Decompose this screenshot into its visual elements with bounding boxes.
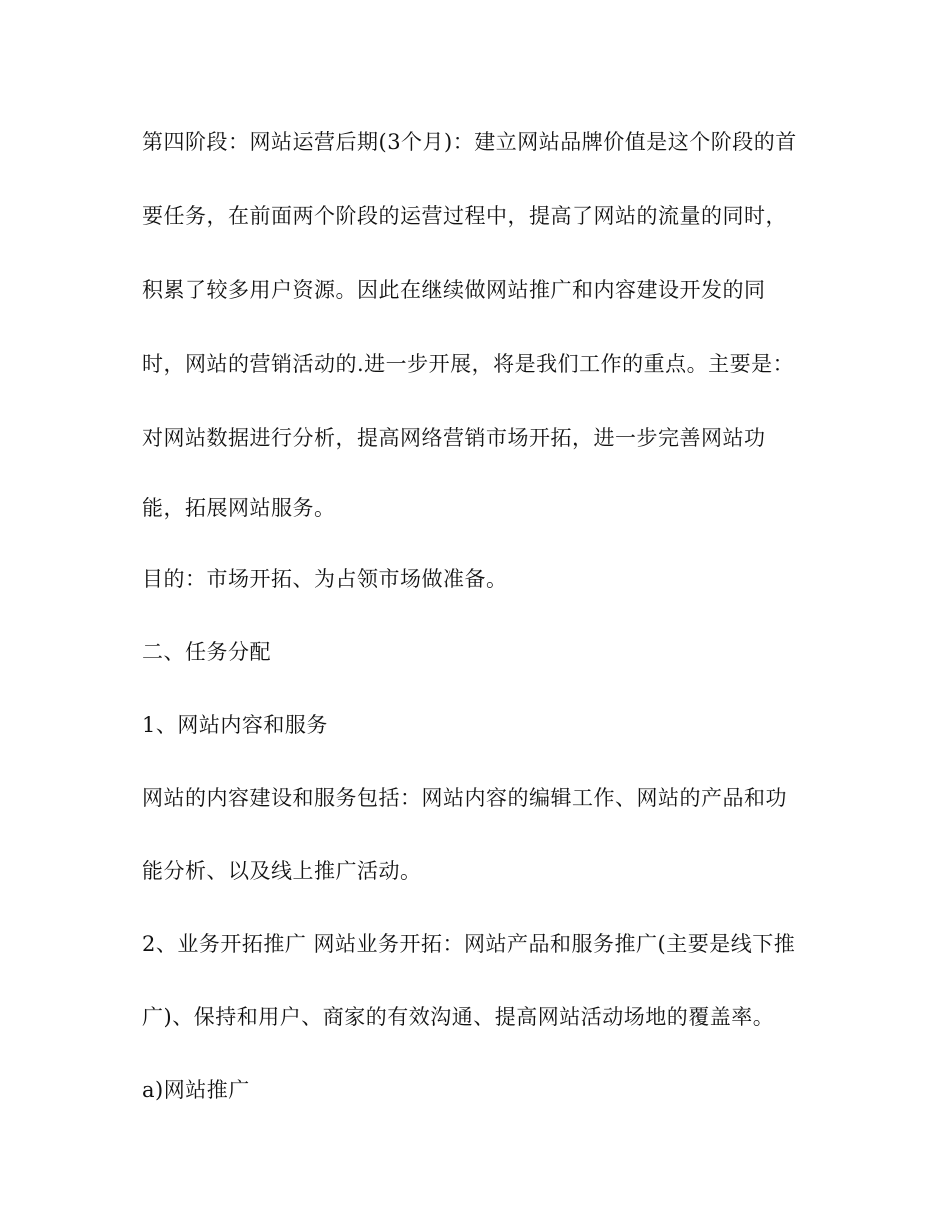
section-heading-task-allocation: 二、任务分配 (142, 640, 271, 664)
subheading-content-and-service: 1、网站内容和服务 (142, 713, 328, 737)
text-line-stage4-2: 要任务，在前面两个阶段的运营过程中，提高了网站的流量的同时， (142, 204, 787, 228)
text-line-stage4-1: 第四阶段：网站运营后期(3个月)：建立网站品牌价值是这个阶段的首 (142, 130, 797, 154)
text-line-purpose: 目的：市场开拓、为占领市场做准备。 (142, 567, 508, 591)
text-line-content-1: 网站的内容建设和服务包括：网站内容的编辑工作、网站的产品和功 (142, 786, 787, 810)
text-line-stage4-6: 能，拓展网站服务。 (142, 496, 336, 520)
text-line-stage4-3: 积累了较多用户资源。因此在继续做网站推广和内容建设开发的同 (142, 278, 766, 302)
text-line-business-2: 广)、保持和用户、商家的有效沟通、提高网站活动场地的覆盖率。 (142, 1005, 775, 1029)
text-line-stage4-5: 对网站数据进行分析，提高网络营销市场开拓，进一步完善网站功 (142, 426, 766, 450)
text-line-business-1: 2、业务开拓推广 网站业务开拓：网站产品和服务推广(主要是线下推 (142, 932, 796, 956)
text-line-stage4-4: 时，网站的营销活动的.进一步开展，将是我们工作的重点。主要是： (142, 352, 795, 376)
subheading-website-promotion: a)网站推广 (142, 1078, 250, 1102)
text-line-content-2: 能分析、以及线上推广活动。 (142, 859, 422, 883)
